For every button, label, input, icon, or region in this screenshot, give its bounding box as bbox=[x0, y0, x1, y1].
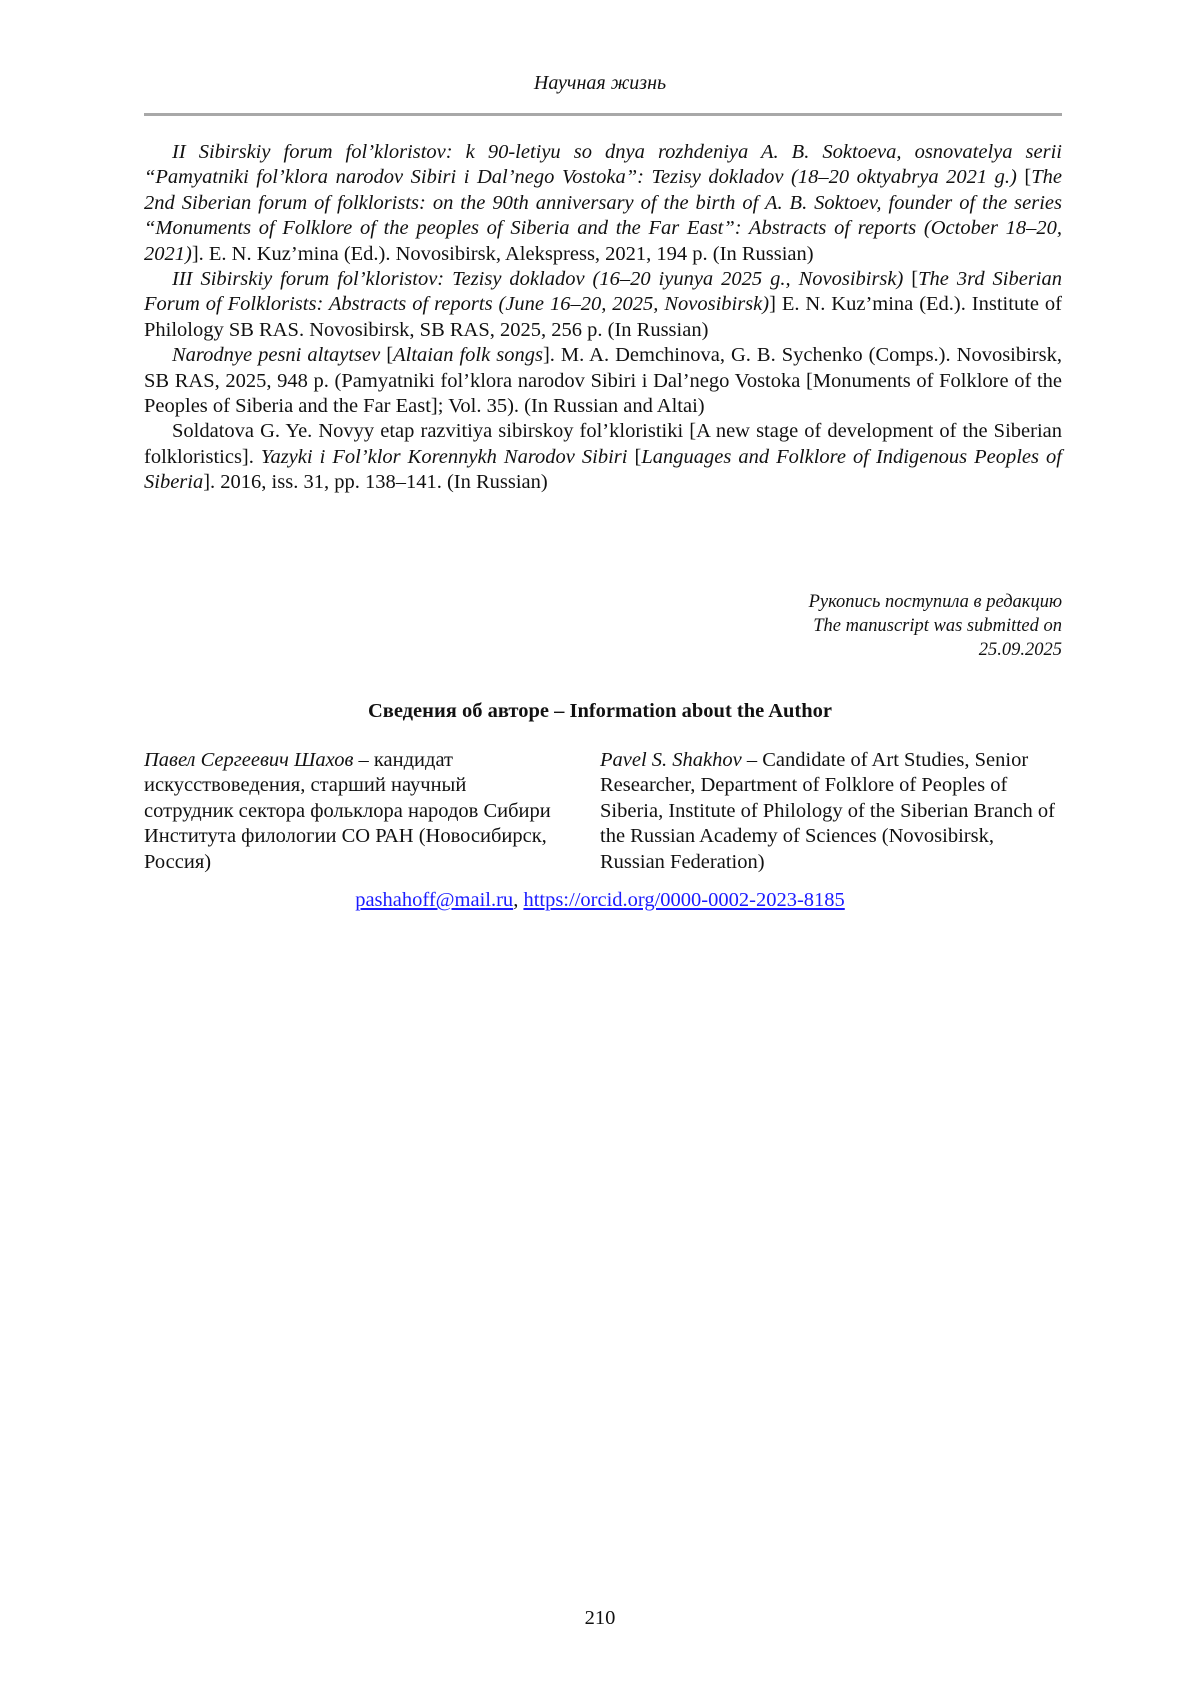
author-bio-ru: – кандидат искусствоведения, старший научный сотрудник сектора фольклора народов Сибири Института филологии СО РАН (Новосибирск, Россия) bbox=[144, 749, 551, 873]
submission-line-ru: Рукопись поступила в редакцию bbox=[808, 592, 1062, 612]
author-info-ru bbox=[144, 748, 554, 875]
submission-note bbox=[600, 590, 1062, 662]
reference-item bbox=[144, 419, 1062, 495]
reference-text: [ bbox=[903, 268, 919, 291]
reference-list bbox=[144, 140, 1062, 496]
submission-line-en: The manuscript was submitted on bbox=[813, 616, 1062, 636]
email-link[interactable]: pashahoff@mail.ru bbox=[355, 889, 514, 911]
author-name-ru: Павел Сергеевич Шахов bbox=[144, 749, 354, 771]
contacts-separator: , bbox=[513, 889, 524, 911]
orcid-link[interactable]: https://orcid.org/0000-0002-2023-8185 bbox=[523, 889, 845, 911]
author-bio-en: – Candidate of Art Studies, Senior Researcher, Department of Folklore of Peoples of Siberia, Institute of Philology of the Siberian Branch of the Russian Academy of Sciences (Novosibirsk, Russian Federation) bbox=[600, 749, 1055, 873]
reference-title-translation: The 3rd Siberian Forum of Folklorists: Abstracts of reports (June 16–20, 2025, Novosibirsk) bbox=[144, 268, 1062, 316]
author-info-en bbox=[600, 748, 1062, 875]
submission-date: 25.09.2025 bbox=[978, 640, 1062, 660]
reference-title-translit: Narodnye pesni altaytsev bbox=[172, 344, 381, 367]
reference-text: ]. 2016, iss. 31, pp. 138–141. (In Russian) bbox=[203, 471, 548, 494]
reference-item bbox=[144, 140, 1062, 267]
reference-text: [ bbox=[627, 445, 642, 468]
author-name-en: Pavel S. Shakhov bbox=[600, 749, 742, 771]
reference-text: ]. E. N. Kuz’mina (Ed.). Novosibirsk, Alekspress, 2021, 194 p. (In Russian) bbox=[191, 242, 814, 265]
reference-title-translation: The 2nd Siberian forum of folklorists: on the 90th anniversary of the birth of A. B. Soktoev, founder of the series “Monuments of Folklore of the peoples of Siberia and the Far East”: Abstracts of reports (October 18–20, 2021) bbox=[144, 166, 1062, 265]
reference-item bbox=[144, 343, 1062, 419]
reference-title-translation: Altaian folk songs bbox=[393, 344, 543, 367]
reference-text: ]. M. A. Demchinova, G. B. Sychenko (Comps.). Novosibirsk, SB RAS, 2025, 948 p. (Pamyatniki fol’klora narodov Sibiri i Dal’nego Vostoka [Monuments of Folklore of the Peoples of Siberia and the Far East]; Vol. 35). (In Russian and Altai) bbox=[144, 344, 1062, 418]
reference-journal-translit: Yazyki i Fol’klor Korennykh Narodov Sibiri bbox=[260, 445, 628, 468]
author-info-heading: Сведения об авторе – Information about the Author bbox=[367, 700, 833, 722]
author-contacts bbox=[0, 889, 1200, 912]
reference-title-translit: II Sibirskiy forum fol’kloristov: k 90-letiyu so dnya rozhdeniya A. B. Soktoeva, osnovatelya serii “Pamyatniki fol’klora narodov Sibiri i Dal’nego Vostoka”: Tezisy dokladov (18–20 oktyabrya 2021 g.) bbox=[144, 141, 1062, 189]
reference-item bbox=[144, 267, 1062, 343]
reference-text: Soldatova G. Ye. Novyy etap razvitiya sibirskoy fol’kloristiki [A new stage of development of the Siberian folkloristics]. bbox=[144, 420, 1062, 468]
reference-text: ] E. N. Kuz’mina (Ed.). Institute of Philology SB RAS. Novosibirsk, SB RAS, 2025, 256 p. (In Russian) bbox=[144, 293, 1062, 341]
header-rule bbox=[144, 113, 1062, 116]
reference-title-translit: III Sibirskiy forum fol’kloristov: Tezisy dokladov (16–20 iyunya 2025 g., Novosibirsk) bbox=[172, 268, 904, 291]
reference-text: [ bbox=[380, 344, 394, 367]
reference-journal-translation: Languages and Folklore of Indigenous Peoples of Siberia bbox=[144, 445, 1062, 494]
running-header: Научная жизнь bbox=[533, 72, 667, 94]
page-number: 210 bbox=[584, 1607, 616, 1629]
reference-text: [ bbox=[1016, 166, 1032, 189]
